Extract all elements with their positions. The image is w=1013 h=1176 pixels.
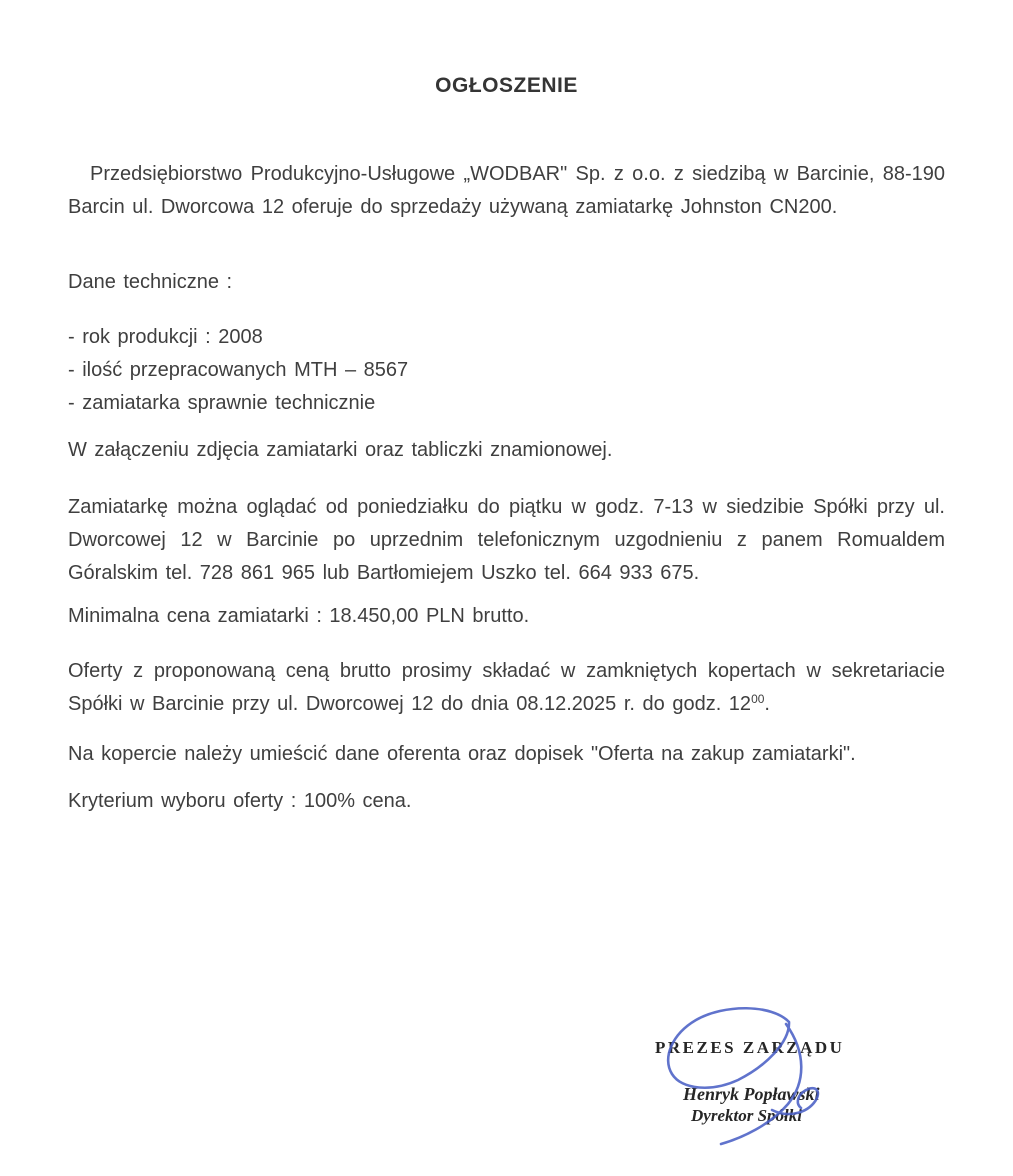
- signature-title: Dyrektor Spółki: [691, 1106, 802, 1125]
- tech-data-item-year: - rok produkcji : 2008: [68, 326, 263, 348]
- tech-data-header: Dane techniczne :: [68, 271, 233, 293]
- signature-name: Henryk Popławski: [683, 1084, 820, 1104]
- tech-data-item-mth: - ilość przepracowanych MTH – 8567: [68, 359, 409, 381]
- tech-data-item-condition: - zamiatarka sprawnie technicznie: [68, 392, 376, 414]
- tech-data-list: [68, 321, 945, 420]
- offers-paragraph: [68, 655, 945, 721]
- min-price-paragraph: Minimalna cena zamiatarki : 18.450,00 PLN brutto.: [68, 605, 530, 627]
- offers-hour-superscript: 00: [751, 692, 765, 706]
- criteria-paragraph: Kryterium wyboru oferty : 100% cena.: [68, 790, 412, 812]
- attachments-paragraph: W załączeniu zdjęcia zamiatarki oraz tabliczki znamionowej.: [68, 439, 613, 461]
- signature-role-stamp: PREZES ZARZĄDU: [655, 1038, 845, 1057]
- document-title: OGŁOSZENIE: [435, 74, 578, 97]
- intro-paragraph: Przedsiębiorstwo Produkcyjno-Usługowe „WODBAR" Sp. z o.o. z siedzibą w Barcinie, 88-190 Barcin ul. Dworcowa 12 oferuje do sprzedaży używaną zamiatarkę Johnston CN200.: [68, 163, 945, 218]
- viewing-paragraph: Zamiatarkę można oglądać od poniedziałku do piątku w godz. 7-13 w siedzibie Spółki przy ul. Dworcowej 12 w Barcinie po uprzednim telefonicznym uzgodnieniu z panem Romualdem Góralskim tel. 728 861 965 lub Bartłomiejem Uszko tel. 664 933 675.: [68, 496, 945, 584]
- signature-block: [655, 1038, 895, 1126]
- offers-period: .: [764, 693, 770, 715]
- offers-text: Oferty z proponowaną ceną brutto prosimy składać w zamkniętych kopertach w sekretariacie Spółki w Barcinie przy ul. Dworcowej 12 do dnia 08.12.2025 r. do godz. 12: [68, 660, 945, 715]
- envelope-paragraph: Na kopercie należy umieścić dane oferenta oraz dopisek "Oferta na zakup zamiatarki".: [68, 743, 856, 765]
